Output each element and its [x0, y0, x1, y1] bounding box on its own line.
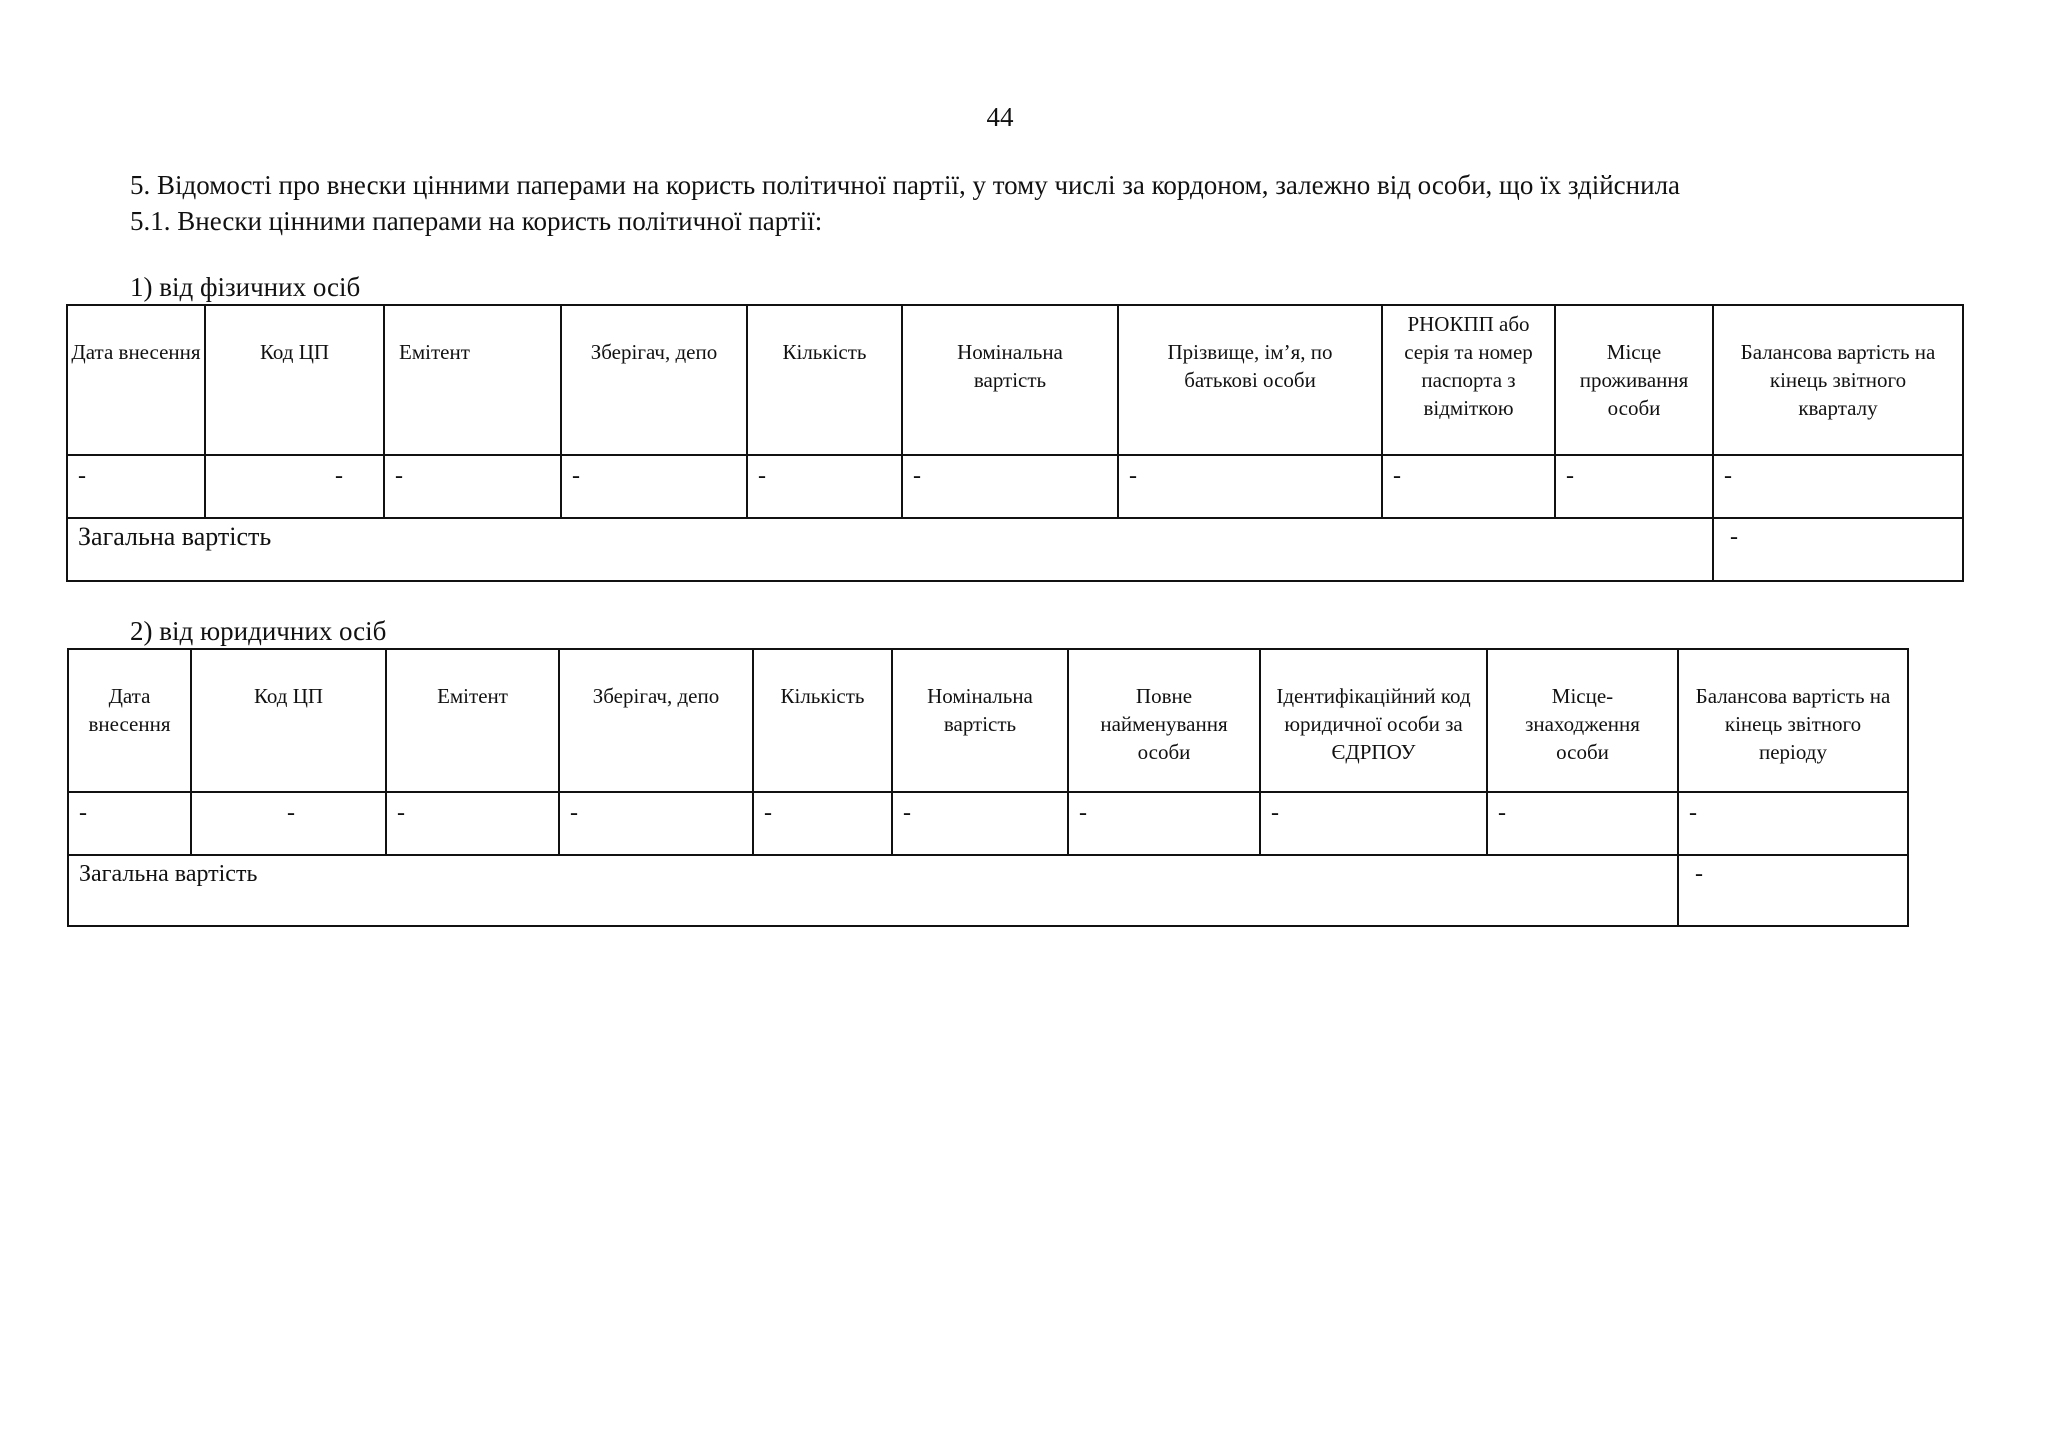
table-cell: - — [1260, 792, 1487, 855]
total-label: Загальна вартість — [68, 855, 1678, 926]
header-label: Дата внесення — [88, 684, 171, 736]
table-cell: - — [1382, 455, 1555, 518]
header-label: Ідентифікаційний код юридичної особи за ЄДРПОУ — [1276, 684, 1471, 764]
table-cell: - — [1678, 792, 1908, 855]
table2-title: 2) від юридичних осіб — [130, 616, 387, 646]
header-label: Номінальна вартість — [927, 684, 1033, 736]
total-row — [67, 518, 1963, 581]
table-cell: - — [191, 792, 386, 855]
table2-header-row — [68, 649, 1908, 792]
table-cell: - — [902, 455, 1118, 518]
header-custodian — [561, 305, 747, 455]
header-label: Місце проживання особи — [1579, 340, 1689, 420]
header-label: РНОКПП або серія та номер паспорта з відміткою — [1404, 312, 1533, 420]
header-label: Кількість — [782, 340, 867, 364]
header-quantity — [753, 649, 892, 792]
table-cell: - — [892, 792, 1068, 855]
table-cell: - — [1068, 792, 1260, 855]
table-cell: - — [384, 455, 561, 518]
header-date — [68, 649, 191, 792]
header-label: Емітент — [437, 684, 508, 708]
table-cell: - — [753, 792, 892, 855]
header-tax-id — [1382, 305, 1555, 455]
header-security-code — [205, 305, 384, 455]
header-balance-value — [1678, 649, 1908, 792]
legal-entities-contributions-table — [67, 648, 1909, 927]
header-issuer — [384, 305, 561, 455]
header-label: Прізвище, ім’я, по батькові особи — [1167, 340, 1333, 392]
table-cell: - — [68, 792, 191, 855]
table-cell: - — [1487, 792, 1678, 855]
header-label: Емітент — [399, 340, 470, 364]
table-cell: - — [386, 792, 559, 855]
table-cell: - — [1118, 455, 1382, 518]
header-nominal-value — [892, 649, 1068, 792]
header-nominal-value — [902, 305, 1118, 455]
subsection-heading: 5.1. Внески цінними паперами на користь політичної партії: — [130, 206, 823, 236]
header-label: Повне найменування особи — [1100, 684, 1228, 764]
header-label: Балансова вартість на кінець звітного кварталу — [1740, 340, 1936, 420]
table-cell: - — [205, 455, 384, 518]
header-custodian — [559, 649, 753, 792]
table-cell: - — [559, 792, 753, 855]
section-heading: 5. Відомості про внески цінними паперами на користь політичної партії, у тому числі за кордоном, залежно від особи, що їх здійснила — [130, 170, 1681, 200]
header-location — [1487, 649, 1678, 792]
table-cell: - — [747, 455, 902, 518]
header-label: Код ЦП — [259, 340, 330, 364]
page-number: 44 — [986, 102, 1014, 132]
total-value: - — [1713, 518, 1963, 581]
header-balance-value — [1713, 305, 1963, 455]
table-row — [68, 792, 1908, 855]
table-cell: - — [1713, 455, 1963, 518]
header-label: Зберігач, депо — [590, 340, 718, 364]
header-label: Дата внесення — [71, 340, 201, 364]
table-cell: - — [561, 455, 747, 518]
total-value: - — [1678, 855, 1908, 926]
header-edrpou-code — [1260, 649, 1487, 792]
table-cell: - — [1555, 455, 1713, 518]
header-security-code — [191, 649, 386, 792]
header-date — [67, 305, 205, 455]
individuals-contributions-table — [66, 304, 1964, 582]
header-full-name — [1068, 649, 1260, 792]
total-label: Загальна вартість — [67, 518, 1713, 581]
table1-title: 1) від фізичних осіб — [130, 272, 361, 302]
table-row — [67, 455, 1963, 518]
header-label: Код ЦП — [253, 684, 324, 708]
header-label: Балансова вартість на кінець звітного періоду — [1695, 684, 1891, 764]
header-issuer — [386, 649, 559, 792]
table-cell: - — [67, 455, 205, 518]
header-quantity — [747, 305, 902, 455]
header-label: Зберігач, депо — [592, 684, 720, 708]
header-full-name — [1118, 305, 1382, 455]
total-row — [68, 855, 1908, 926]
header-residence — [1555, 305, 1713, 455]
header-label: Кількість — [780, 684, 865, 708]
header-label: Номінальна вартість — [957, 340, 1063, 392]
header-label: Місце-знаходження особи — [1525, 684, 1640, 764]
table1-header-row — [67, 305, 1963, 455]
